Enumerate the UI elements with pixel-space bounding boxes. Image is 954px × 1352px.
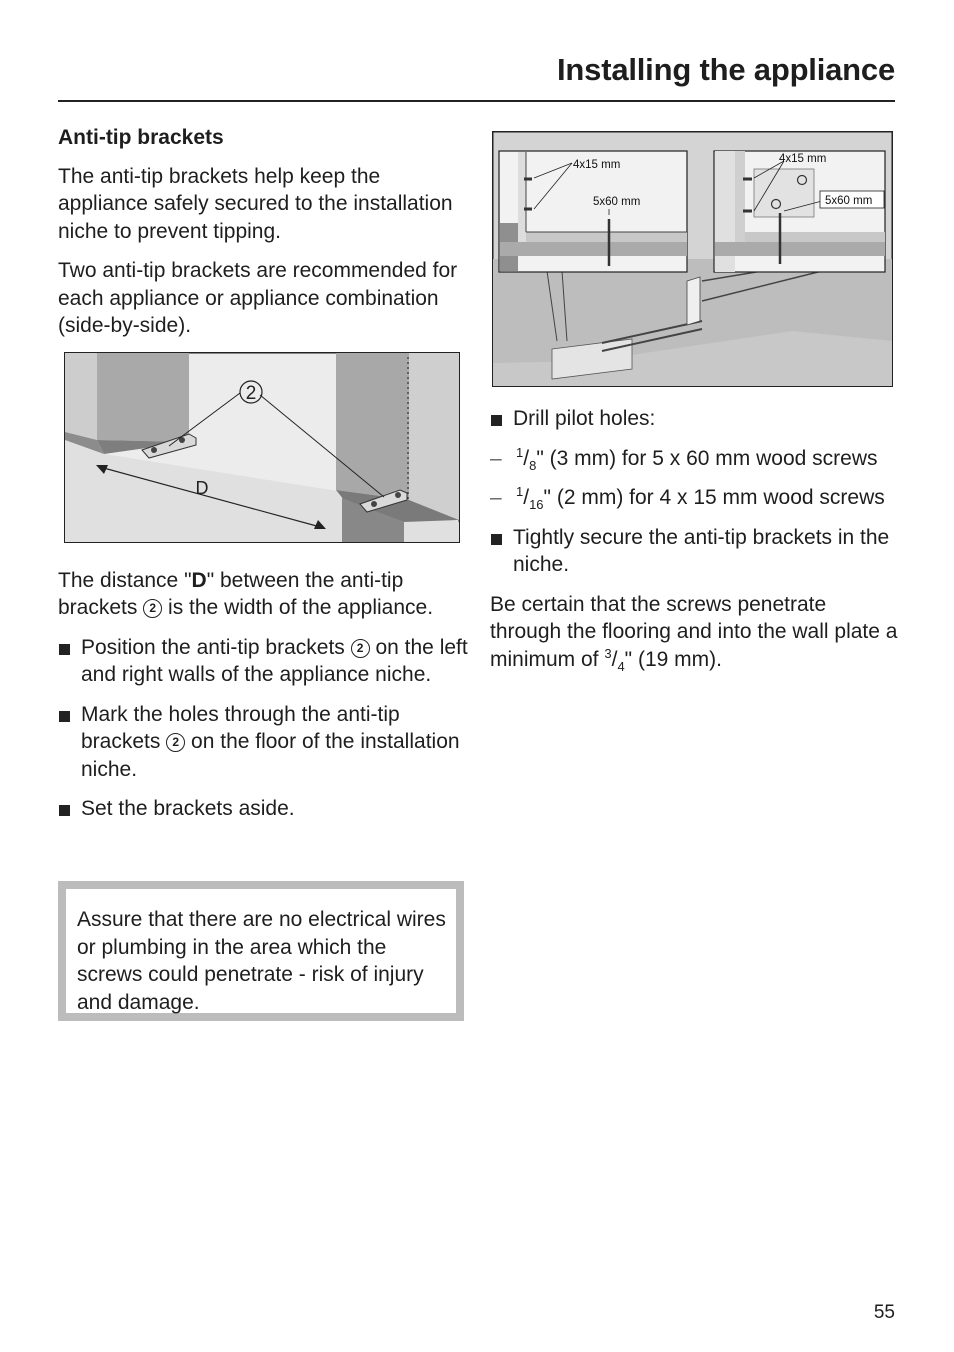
list-item-drill: Drill pilot holes:	[490, 405, 900, 433]
intro-paragraph: The anti-tip brackets help keep the appliance safely secured to the installation niche to prevent tipping.	[58, 164, 453, 243]
distance-paragraph: The distance "D" between the anti-tip brackets 2 is the width of the appliance.	[58, 568, 434, 619]
right-small-screw-label: 4x15 mm	[779, 153, 827, 165]
list-item-pilot-small: – $^1/_{16}$" (2 mm) for 4 x 15 mm wood screws	[490, 484, 885, 513]
screw-installation-figure	[492, 131, 893, 387]
callout-2-label: 2	[245, 383, 257, 404]
right-detail-inset	[714, 151, 885, 272]
left-small-screw-label: 4x15 mm	[573, 159, 621, 171]
warning-box-inner	[66, 889, 456, 1013]
right-column	[490, 405, 900, 685]
header-divider	[58, 100, 895, 102]
recommendation-paragraph: Two anti-tip brackets are recommended for each appliance or appliance combination (side-by-side).	[58, 259, 458, 337]
right-large-screw-label: 5x60 mm	[825, 195, 873, 207]
callout-2-icon: 2	[351, 639, 370, 658]
callout-2-icon: 2	[166, 733, 185, 752]
section-heading: Anti-tip brackets	[58, 126, 224, 149]
warning-text: Assure that there are no electrical wires or plumbing in the area which the screws could penetrate - risk of injury and damage.	[77, 908, 446, 1014]
page-number: 55	[873, 1302, 895, 1323]
left-large-screw-label: 5x60 mm	[593, 196, 641, 208]
callout-2-icon: 2	[143, 599, 162, 618]
dimension-d-label: D	[195, 478, 209, 498]
list-item-pilot-large: – $^1/_8$" (3 mm) for 5 x 60 mm wood screws	[490, 444, 878, 473]
left-detail-inset	[499, 151, 687, 272]
warning-box	[58, 881, 464, 1021]
list-item-set-aside: Set the brackets aside.	[58, 795, 468, 823]
penetration-paragraph: Be certain that the screws penetrate through the flooring and into the wall plate a minimum of $^3/_4$" (19 mm).	[490, 592, 898, 674]
list-item-position: Position the anti-tip brackets 2 on the left and right walls of the appliance niche.	[58, 634, 468, 689]
list-item-secure: Tightly secure the anti-tip brackets in the niche.	[490, 524, 900, 579]
distance-label: D	[191, 568, 207, 592]
page-title: Installing the appliance	[557, 52, 895, 87]
anti-tip-bracket-figure	[64, 352, 460, 543]
list-item-mark: Mark the holes through the anti-tip brackets 2 on the floor of the installation niche.	[58, 701, 468, 784]
